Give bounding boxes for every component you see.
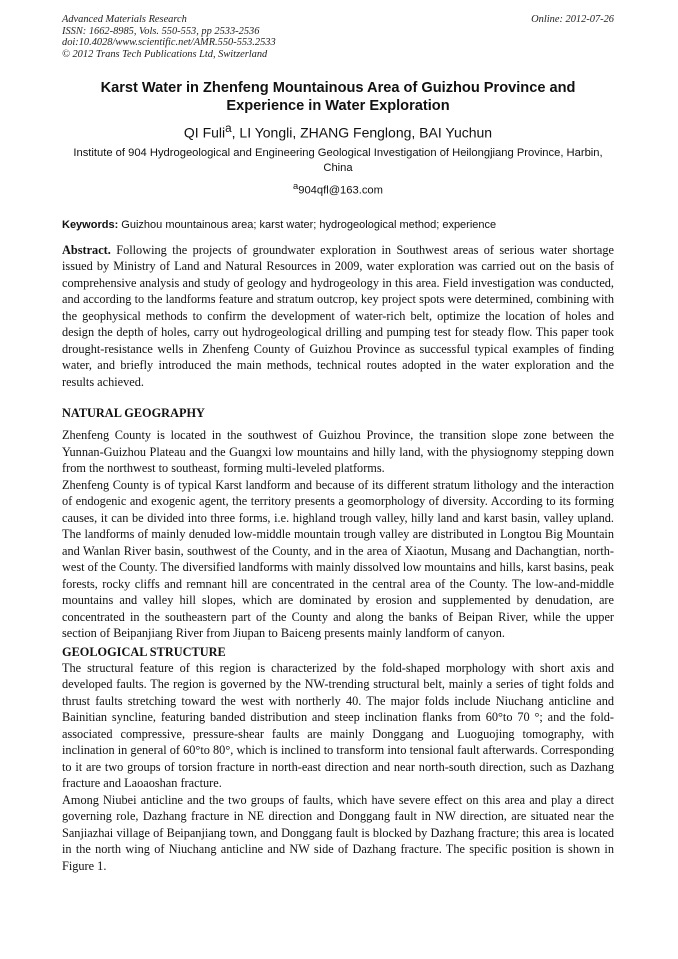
- body-paragraph: The structural feature of this region is characterized by the fold-shaped morphology with short axis and developed faults. The region is governed by the NW-trending structural belt, mainly a series of tight folds and thrust faults stretching toward the west with northerly 40. The major folds include Niuchang anticline and Bainitian syncline, featuring banded distribution and steep inclination flanks from 60°to 70 °; and the fold-associated compressive, pressure-shear faults are mainly Donggang and Luoguojing tomography, with inclination in general of 60°to 80°, which is inclined to transform into tensional fault afterwards. Corresponding to it are two groups of torsion fracture in north-east direction and near north-south direction, such as Dazhang fracture and Laoaoshan fracture.: [62, 660, 614, 791]
- first-author: QI Fuli: [183, 125, 226, 142]
- abstract-text: Following the projects of groundwater exploration in Southwest areas of serious water shortage issued by Ministry of Land and Natural Resources in 2009, water exploration was carried out on the basis of comprehensive analysis and study of geology and hydrogeology in this area. Field investigation was conducted, and according to the landforms feature and stratum outcrop, key project spots were determined, combining with the geophysical methods to confirm the development of water-rich belt, optimize the location of holes and design the depth of holes, carry out hydrogeological drilling and pumping test for steady flow. This paper took drought-resistance wells in Zhenfeng County of Guizhou Province as successful typical examples of finding water, and briefly introduced the main methods, technical routes adopted in the water exploration and the results achieved.: [62, 242, 614, 389]
- author-superscript: a: [225, 122, 232, 136]
- email-line: [62, 179, 614, 198]
- other-authors: , LI Yongli, ZHANG Fenglong, BAI Yuchun: [231, 125, 493, 142]
- doi-link[interactable]: doi:10.4028/www.scientific.net/AMR.550-553.2533: [62, 37, 276, 49]
- section-heading-geological-structure: GEOLOGICAL STRUCTURE: [62, 644, 226, 659]
- email-link[interactable]: 904qfl@163.com: [298, 184, 383, 197]
- keywords: [62, 218, 614, 232]
- keywords-label: Keywords:: [62, 218, 119, 231]
- email-superscript: a: [293, 181, 299, 192]
- abstract-label: Abstract.: [62, 242, 111, 257]
- author-list: [62, 120, 614, 142]
- affiliation: Institute of 904 Hydrogeological and Engineering Geological Investigation of Heilongjiang Province, Harbin, China: [73, 147, 603, 174]
- paper-title: Karst Water in Zhenfeng Mountainous Area of Guizhou Province and Experience in Water Exploration: [100, 80, 576, 115]
- section-heading-natural-geography: NATURAL GEOGRAPHY: [62, 406, 205, 421]
- body-paragraph: Zhenfeng County is of typical Karst landform and because of its different stratum lithology and the interaction of endogenic and exogenic agent, the territory presents a geomorphology of diversity. According to its forming causes, it can be divided into three forms, i.e. highland trough valley, hilly land and karst basin, valley upland. The landforms of mainly denuded low-middle mountain trough valley are distributed in Longtou Big Mountain and Wanlan River basin, southwest of the County, and in the area of Xiaotun, Musang and Dachangtian, north-west of the County. The diversified landforms with mainly dissolved low mountains and hills, karst basins, peak forests, rocky cliffs and remnant hill are concentrated in the central area of the County. The low-and-middle mountains and valley hill slopes, which are dominated by erosion and supplemented by denudation, are concentrated in the southeastern part of the County and along the banks of Beipan River, while the upper section of Beipanjiang River from Jiupan to Baiceng presents mainly landform of canyon.: [62, 477, 614, 641]
- keywords-text: Guizhou mountainous area; karst water; hydrogeological method; experience: [118, 218, 497, 231]
- body-paragraph: Among Niubei anticline and the two groups of faults, which have severe effect on this area and play a direct governing role, Dazhang fracture in NE direction and Donggang fault in NW direction, are situated near the Sanjiazhai village of Beipanjiang town, and Donggang fault is blocked by Dazhang fracture; this area is located in the north wing of Niuchang anticline and NW side of Dazhang fracture. The specific position is shown in Figure 1.: [62, 792, 614, 873]
- journal-name: Advanced Materials Research: [62, 14, 187, 25]
- issn-line: ISSN: 1662-8985, Vols. 550-553, pp 2533-2536: [62, 25, 260, 37]
- online-date: Online: 2012-07-26: [531, 14, 614, 25]
- copyright-line: © 2012 Trans Tech Publications Ltd, Switzerland: [62, 48, 268, 60]
- abstract: [62, 242, 614, 391]
- paper-page: [62, 14, 614, 874]
- journal-header: [62, 14, 614, 60]
- body-paragraph: Zhenfeng County is located in the southwest of Guizhou Province, the transition slope zone between the Yunnan-Guizhou Plateau and the Guangxi low mountains and hilly land, with the physiognomy stepping down from the northwest to southeast, forming multi-leveled platforms.: [62, 428, 614, 476]
